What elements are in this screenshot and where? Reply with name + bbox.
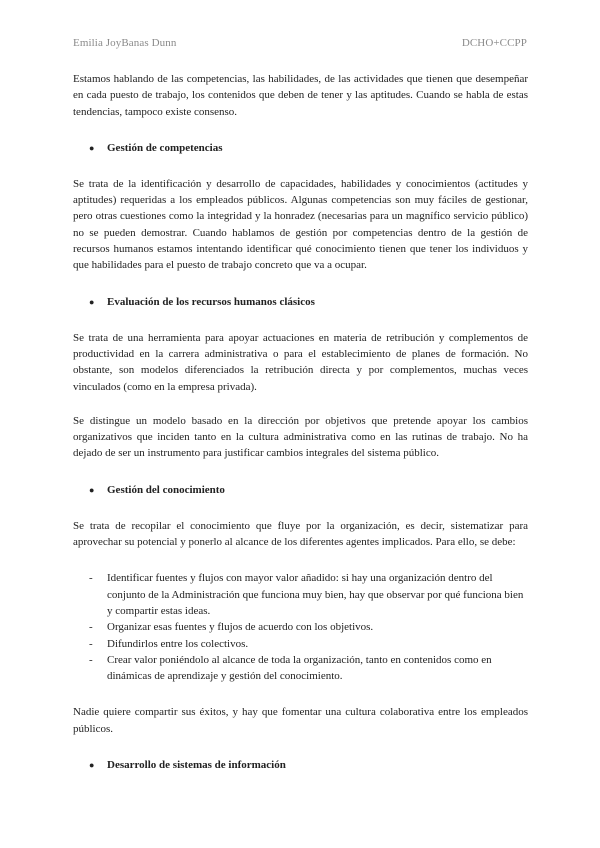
bullet-icon: ● — [89, 296, 95, 307]
dash-marker: - — [89, 653, 93, 666]
dash-marker: - — [89, 621, 93, 634]
list-item-text: Crear valor poniéndolo al alcance de toda la organización, tanto en contenidos como en dinámicas de aprendizaje y gestión del conocimiento. — [107, 653, 492, 683]
dash-list — [73, 570, 528, 684]
bullet-icon: ● — [89, 484, 95, 495]
list-item-text: Difundirlos entre los colectivos. — [107, 637, 249, 650]
list-item — [73, 652, 528, 685]
dash-marker: - — [89, 572, 93, 585]
section-heading — [89, 140, 528, 156]
section-heading-text: Gestión del conocimiento — [107, 483, 225, 496]
list-item — [73, 619, 528, 635]
list-item — [73, 570, 528, 619]
dash-marker: - — [89, 637, 93, 650]
body-paragraph: Se trata de recopilar el conocimiento que fluye por la organización, es decir, sistematizar para aprovechar su potencial y ponerlo al alcance de los diferentes agentes implicados. Para ello, se debe: — [73, 519, 528, 549]
section-heading-text: Evaluación de los recursos humanos clásicos — [107, 295, 315, 308]
intro-paragraph: Estamos hablando de las competencias, las habilidades, de las actividades que tienen que desempeñar en cada puesto de trabajo, los contenidos que deben de tener y las aptitudes. Cuando se habla de estas tendencias, tampoco existe consenso. — [73, 73, 528, 118]
section-heading — [89, 482, 528, 498]
bullet-icon: ● — [89, 760, 95, 771]
section-heading — [89, 757, 528, 773]
body-paragraph: Nadie quiere compartir sus éxitos, y hay que fomentar una cultura colaborativa entre los empleados públicos. — [73, 706, 528, 735]
header-author: Emilia JoyBanas Dunn — [73, 37, 177, 49]
document-body — [73, 71, 528, 773]
section-heading-text: Desarrollo de sistemas de información — [107, 759, 286, 772]
header-course: DCHO+CCPP — [461, 37, 527, 49]
body-paragraph: Se trata de una herramienta para apoyar actuaciones en materia de retribución y complementos de productividad en la carrera administrativa o para el establecimiento de planes de formación. No obstante, son modelos diferenciados la retribución directa y por complementos, muchas veces vinculados (como en la empresa privada). — [73, 331, 528, 393]
body-paragraph: Se distingue un modelo basado en la dirección por objetivos que pretende apoyar los cambios organizativos que inciden tanto en la cultura administrativa como en las rutinas de trabajo. No ha dejado de ser un instrumento para justificar cambios integrales del sistema público. — [73, 414, 528, 460]
body-paragraph: Se trata de la identificación y desarrollo de capacidades, habilidades y conocimientos (actitudes y aptitudes) requeridas a los empleados públicos. Algunas competencias son muy fáciles de gestionar, pero otras cuestiones como la integridad y la honradez (necesarias para un magnífico servicio público) no se pueden demostrar. Cuando hablamos de gestión por competencias dentro de la gestión de recursos humanos estamos intentando identificar qué conocimiento tienen que tener los individuos y que habilidades para el puesto de trabajo concreto que va a ocupar. — [73, 177, 528, 272]
section-heading-text: Gestión de competencias — [107, 141, 223, 154]
section-heading — [89, 294, 528, 310]
list-item-text: Organizar esas fuentes y flujos de acuerdo con los objetivos. — [107, 621, 374, 634]
list-item — [73, 636, 528, 652]
list-item-text: Identificar fuentes y flujos con mayor valor añadido: si hay una organización dentro del conjunto de la Administración que funciona muy bien, hay que observar por qué funciona bien y compartir estas ideas. — [107, 572, 524, 617]
bullet-icon: ● — [89, 142, 95, 153]
